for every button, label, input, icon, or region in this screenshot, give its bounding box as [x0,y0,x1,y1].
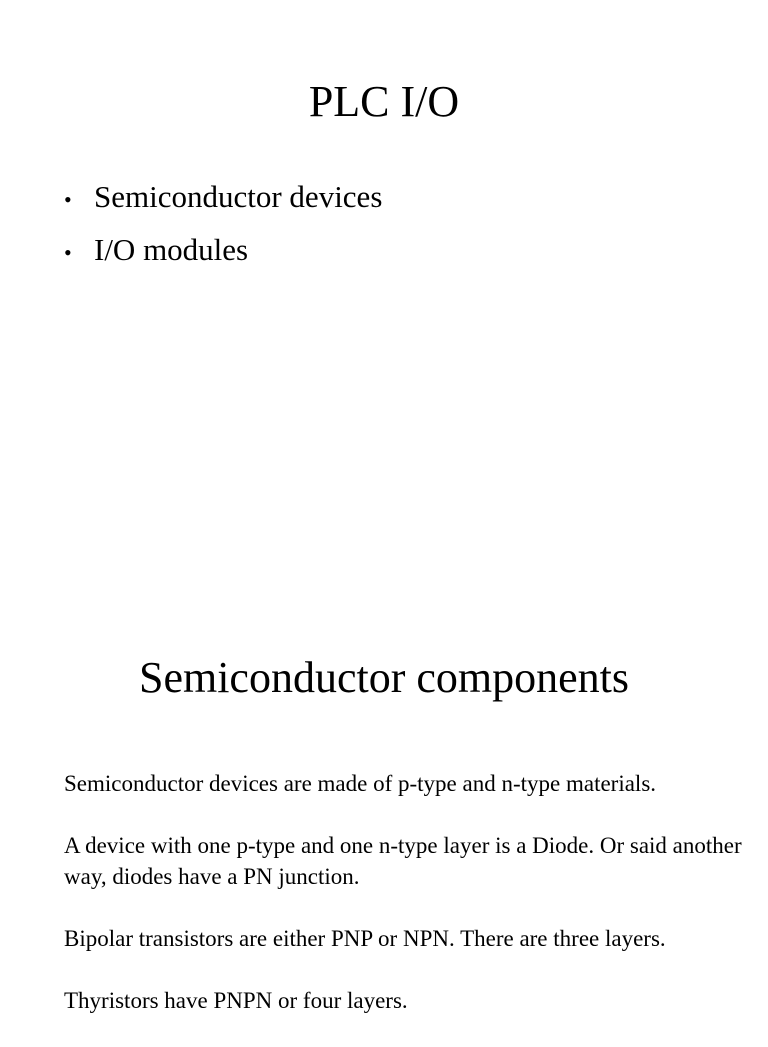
body-text [64,768,754,1047]
slide-semiconductor-components [0,512,768,1024]
bullet-icon: • [64,240,72,265]
bullet-text: I/O modules [94,232,249,267]
paragraph: Bipolar transistors are either PNP or NPN. There are three layers. [64,926,666,951]
bullet-list [64,172,382,278]
slide-plc-io [0,0,768,512]
bullet-item [64,172,382,225]
paragraph: Semiconductor devices are made of p-type and n-type materials. [64,771,657,796]
bullet-text: Semiconductor devices [94,179,383,214]
slide-title: PLC I/O [308,77,460,126]
bullet-item [64,225,382,278]
bullet-icon: • [64,187,72,212]
slide-title: Semiconductor components [138,653,629,702]
paragraph: Thyristors have PNPN or four layers. [64,988,408,1013]
paragraph: A device with one p-type and one n-type layer is a Diode. Or said another way, diodes have a PN junction. [64,833,742,889]
